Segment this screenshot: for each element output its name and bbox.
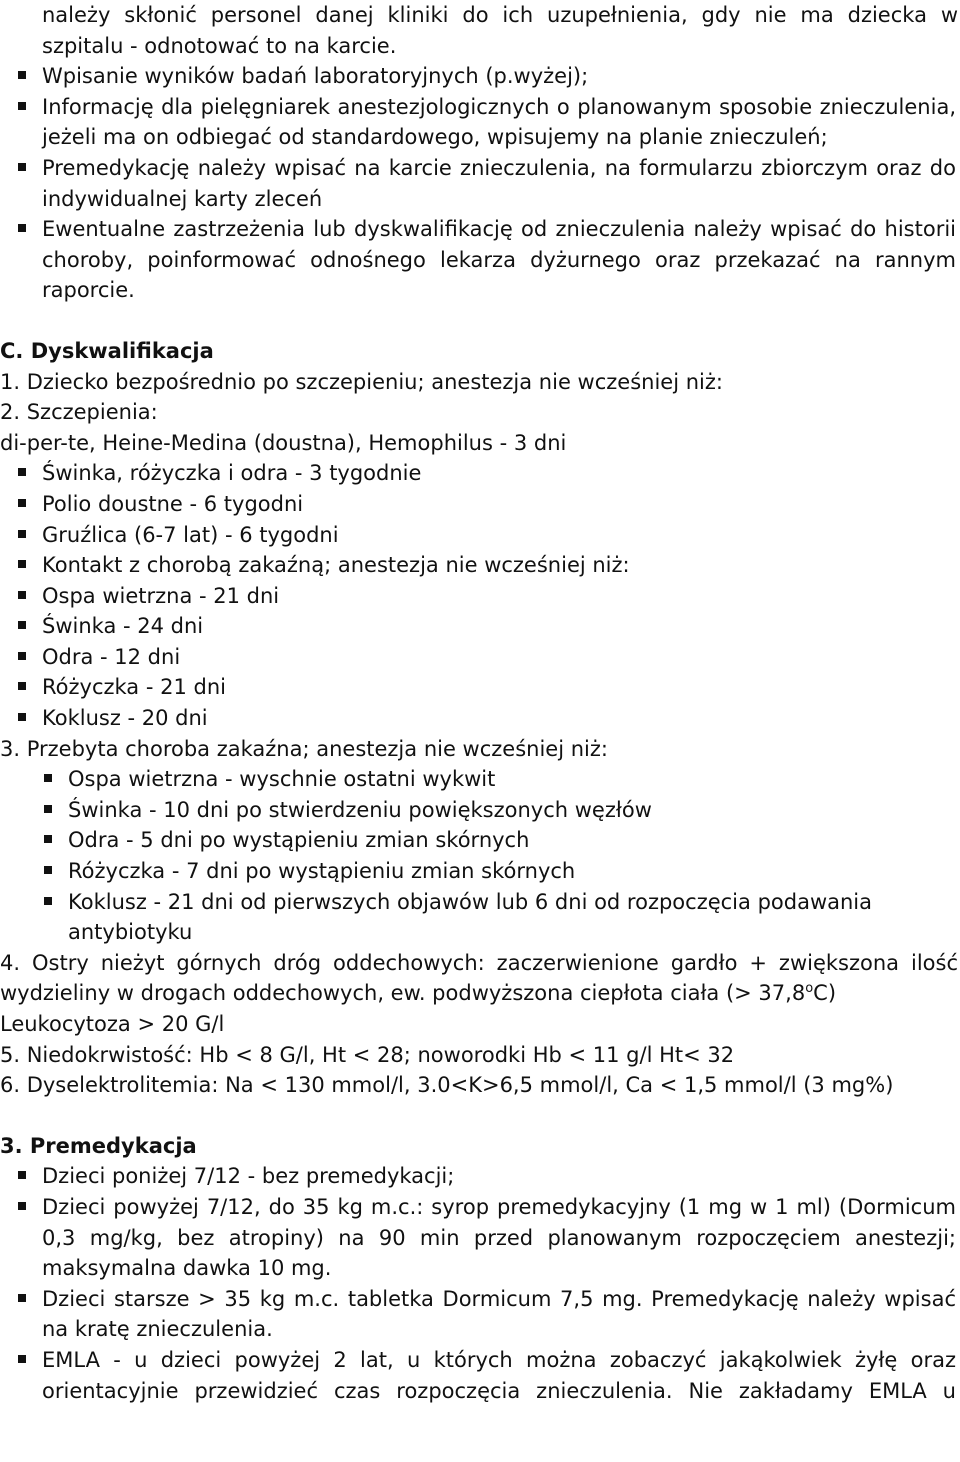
list-item-text: Świnka - 24 dni [42, 614, 204, 639]
list-item [0, 489, 958, 520]
disqualification-item-5: 5. Niedokrwistość: Hb < 8 G/l, Ht < 28; noworodki Hb < 11 g/l Ht< 32 [0, 1042, 735, 1067]
spacer [0, 1101, 958, 1131]
list-item-text: Kontakt z chorobą zakaźną; anestezja nie wcześniej niż: [42, 553, 630, 578]
list-item-text: Informację dla pielęgniarek anestezjologicznych o planowanym sposobie znieczulenia, jeżeli ma on odbiegać od standardowego, wpisujemy na planie znieczuleń; [42, 94, 956, 150]
list-item-text: Koklusz - 21 dni od pierwszych objawów lub 6 dni od rozpoczęcia podawania antybiotyku [68, 889, 872, 945]
list-item [0, 1284, 958, 1345]
list-item-text: Premedykację należy wpisać na karcie znieczulenia, na formularzu zbiorczym oraz do indywidualnej karty zleceń [42, 155, 956, 211]
square-bullet-icon [18, 560, 26, 568]
square-bullet-icon [18, 71, 26, 79]
list-item [0, 703, 958, 734]
list-item [0, 887, 958, 948]
square-bullet-icon [44, 897, 52, 905]
list-item [0, 642, 958, 673]
list-item-text: Wpisanie wyników badań laboratoryjnych (p.wyżej); [42, 64, 589, 89]
list-item [0, 61, 958, 92]
list-item-text: Dzieci poniżej 7/12 - bez premedykacji; [42, 1164, 455, 1189]
list-item [0, 92, 958, 153]
square-bullet-icon [18, 224, 26, 232]
square-bullet-icon [18, 713, 26, 721]
square-bullet-icon [18, 499, 26, 507]
square-bullet-icon [44, 866, 52, 874]
list-item-text: Różyczka - 21 dni [42, 675, 226, 700]
list-item-text: Dzieci powyżej 7/12, do 35 kg m.c.: syrop premedykacyjny (1 mg w 1 ml) (Dormicum 0,3 mg/kg, bez atropiny) na 90 min przed planowanym rozpoczęciem anestezji; maksymalna dawka 10 mg. [42, 1194, 956, 1281]
square-bullet-icon [18, 468, 26, 476]
list-item-text: Różyczka - 7 dni po wystąpieniu zmian skórnych [68, 859, 576, 884]
square-bullet-icon [18, 1355, 26, 1363]
disqualification-item-3: 3. Przebyta choroba zakaźna; anestezja nie wcześniej niż: [0, 736, 608, 761]
list-item-text: Odra - 12 dni [42, 644, 181, 669]
disqualification-item-1: 1. Dziecko bezpośrednio po szczepieniu; anestezja nie wcześniej niż: [0, 369, 723, 394]
list-item [0, 581, 958, 612]
square-bullet-icon [18, 102, 26, 110]
list-item-text: Koklusz - 20 dni [42, 706, 208, 731]
list-item-text: Ospa wietrzna - 21 dni [42, 583, 280, 608]
vaccination-line: di-per-te, Heine-Medina (doustna), Hemophilus - 3 dni [0, 430, 567, 455]
square-bullet-icon [18, 621, 26, 629]
list-item [0, 214, 958, 306]
leukocytosis-line: Leukocytoza > 20 G/l [0, 1012, 225, 1036]
square-bullet-icon [18, 1202, 26, 1210]
degree-superscript: o [805, 981, 814, 997]
list-item [0, 825, 958, 856]
list-item [0, 672, 958, 703]
list-item-text: Gruźlica (6-7 lat) - 6 tygodni [42, 522, 339, 547]
disqualification-item-6: 6. Dyselektrolitemia: Na < 130 mmol/l, 3.0<K>6,5 mmol/l, Ca < 1,5 mmol/l (3 mg%) [0, 1073, 894, 1098]
list-item [0, 520, 958, 551]
list-item-text: Polio doustne - 6 tygodni [42, 491, 304, 516]
square-bullet-icon [18, 652, 26, 660]
list-item-text: Ospa wietrzna - wyschnie ostatni wykwit [68, 767, 496, 792]
item-4-text: 4. Ostry nieżyt górnych dróg oddechowych: zaczerwienione gardło + zwiększona ilość wydzieliny w drogach oddechowych, ew. podwyższona ciepłota ciała (> 37,8 [0, 950, 958, 1006]
disqualification-item-2: 2. Szczepienia: [0, 400, 158, 425]
list-item-text: Świnka, różyczka i odra - 3 tygodnie [42, 461, 422, 486]
list-item [0, 458, 958, 489]
disqualification-item-4 [0, 948, 958, 1009]
list-item [0, 795, 958, 826]
list-item [0, 1161, 958, 1192]
list-item-text: Dzieci starsze > 35 kg m.c. tabletka Dormicum 7,5 mg. Premedykację należy wpisać na kratę znieczulenia. [42, 1286, 956, 1342]
list-item [0, 856, 958, 887]
section-heading-premedication: 3. Premedykacja [0, 1133, 197, 1158]
continuation-paragraph: należy skłonić personel danej kliniki do ich uzupełnienia, gdy nie ma dziecka w szpitalu - odnotować to na karcie. [42, 3, 958, 58]
square-bullet-icon [44, 805, 52, 813]
square-bullet-icon [18, 682, 26, 690]
list-item [0, 1192, 958, 1284]
list-item [0, 1345, 958, 1406]
list-item-text: Ewentualne zastrzeżenia lub dyskwalifikację od znieczulenia należy wpisać do historii choroby, poinformować odnośnego lekarza dyżurnego oraz przekazać na rannym raporcie. [42, 217, 956, 303]
list-item [0, 764, 958, 795]
section-heading-c: C. Dyskwalifikacja [0, 338, 214, 363]
list-item [0, 550, 958, 581]
list-item-text: Odra - 5 dni po wystąpieniu zmian skórnych [68, 828, 530, 853]
square-bullet-icon [18, 591, 26, 599]
square-bullet-icon [18, 1171, 26, 1179]
list-item-text: EMLA - u dzieci powyżej 2 lat, u których można zobaczyć jakąkolwiek żyłę oraz orientacyjnie przewidzieć czas rozpoczęcia znieczulenia. Nie zakładamy EMLA u [42, 1347, 956, 1403]
square-bullet-icon [18, 1294, 26, 1302]
square-bullet-icon [44, 835, 52, 843]
list-item [0, 153, 958, 214]
square-bullet-icon [18, 163, 26, 171]
item-4-unit: C) [813, 981, 837, 1006]
list-item [0, 611, 958, 642]
list-item-text: Świnka - 10 dni po stwierdzeniu powiększonych węzłów [68, 797, 652, 822]
square-bullet-icon [18, 530, 26, 538]
spacer [0, 306, 958, 336]
square-bullet-icon [44, 774, 52, 782]
